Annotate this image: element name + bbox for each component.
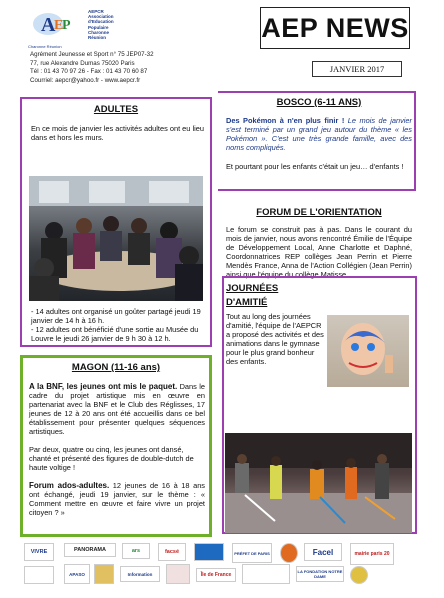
sponsors-strip bbox=[20, 540, 424, 592]
sponsor-logo: LA FONDATION NOTRE DAME bbox=[296, 566, 344, 582]
magon-text2: Par deux, quatre ou cinq, les jeunes ont dansé, chanté et présenté des figures de double-dutch de haute voltige ! bbox=[29, 445, 194, 472]
logo-caption: Charonne Réunion bbox=[28, 44, 62, 49]
journees-heading-2: D'AMITIÉ bbox=[226, 297, 268, 308]
svg-text:A: A bbox=[41, 14, 56, 36]
sponsor-logo-blank bbox=[24, 566, 54, 584]
logo-line: d'Education bbox=[88, 19, 114, 25]
adultes-photo bbox=[29, 176, 203, 301]
phone-text: Tél : 01 43 70 97 26 - Fax : 01 43 70 60 87 bbox=[30, 68, 148, 75]
gymnasium-photo bbox=[225, 433, 412, 533]
email-text: Courriel: aepcr@yahoo.fr - www.aepcr.fr bbox=[30, 76, 141, 84]
sponsor-logo: ars bbox=[122, 543, 150, 559]
sponsor-logo: Facel bbox=[304, 543, 342, 561]
sponsor-logo: facsé bbox=[158, 543, 186, 561]
sponsor-logo: Information bbox=[120, 566, 160, 582]
sponsor-logo: VIVRE bbox=[24, 543, 54, 561]
magon-body: Dans le cadre du projet artistique mis en œuvre en partenariat avec la BNF et le Club des Réglisses, 17 jeunes de 12 à 20 ans ont été accueillis dans ce bel établissement pour présenter quelques séquences artistiques. bbox=[29, 382, 205, 436]
magon-forum-body: 12 jeunes de 16 à 18 ans ont échangé, jeudi 19 janvier, sur le thème : « Comment mettre en œuvre et faire vivre un projet citoyen ? » bbox=[29, 481, 205, 517]
newsletter-title: AEP NEWS bbox=[260, 7, 410, 49]
adultes-intro: En ce mois de janvier les activités adultes ont eu lieu dans et hors les murs. bbox=[31, 124, 204, 142]
svg-text:P: P bbox=[62, 18, 71, 33]
contact-block bbox=[30, 51, 154, 85]
magon-forum-lead: Forum ados-adultes. bbox=[29, 481, 110, 490]
logo-line: Populaire bbox=[88, 24, 109, 30]
bosco-text2: Et pourtant pour les enfants c'était un jeu… d'enfants ! bbox=[226, 162, 404, 171]
gym-scene-icon bbox=[225, 433, 412, 533]
sponsor-logo-caf bbox=[194, 543, 224, 561]
aepcr-logo-icon bbox=[30, 9, 76, 45]
forum-heading: FORUM DE L'ORIENTATION bbox=[256, 207, 382, 218]
adultes-heading: ADULTES bbox=[93, 104, 139, 115]
sponsor-logo-block bbox=[166, 564, 190, 584]
sponsor-logo: mairie paris 20 bbox=[350, 543, 394, 565]
magon-lead: A la BNF, les jeunes ont mis le paquet. bbox=[29, 382, 178, 391]
sponsor-logo-circle bbox=[350, 566, 368, 584]
child-face-icon bbox=[327, 315, 409, 387]
journees-text: Tout au long des journées d'amitié, l'équipe de l'AEPCR a proposé des activités et des animations dans le gymnase pour le plus grand bonheur des enfants. bbox=[226, 312, 324, 366]
bosco-heading: BOSCO (6-11 ANS) bbox=[276, 97, 362, 108]
adultes-item-louvre: - 12 adultes ont bénéficié d'une sortie au Musée du Louvre le jeudi 26 janvier de 9 h 30 à 12 h. bbox=[31, 325, 199, 343]
sponsor-logo: PRÉFET DE PARIS bbox=[232, 543, 272, 563]
logo-line: Charonne bbox=[88, 29, 110, 35]
sponsor-logo-block bbox=[94, 564, 114, 584]
logo-org-text bbox=[88, 9, 114, 40]
logo-line: Réunion bbox=[88, 35, 106, 41]
sponsor-logo-circle bbox=[280, 543, 298, 563]
svg-text:E: E bbox=[54, 18, 64, 33]
magon-heading: MAGON (11-16 ans) bbox=[71, 362, 161, 373]
bosco-text bbox=[226, 117, 412, 153]
bosco-lead: Des Pokémon à n'en plus finir ! bbox=[226, 116, 345, 125]
magon-text bbox=[29, 383, 205, 436]
face-paint-photo bbox=[327, 315, 409, 387]
sponsor-logo: Île de France bbox=[196, 568, 236, 582]
bosco-body: Le mois de janvier s'est terminé par un grand jeu autour du thème « les Pokémon ». C'est une très grande famille, avec des noms compliqués. bbox=[226, 116, 413, 152]
sponsor-logo-blank bbox=[242, 564, 290, 584]
forum-text: Le forum se construit pas à pas. Dans le courant du mois de janvier, nous avons rencontré Émilie de l'Équipe de Développement Local, Anne Charlotte et Daphné, Coordonnatrices REP collèges Jean Perrin et Pierre Mendès France, Anna de l'Action Collégien (Jean Perrin) ainsi que l'équipe du collège Matisse. bbox=[226, 225, 412, 279]
sponsor-logo: PANORAMA bbox=[64, 543, 116, 557]
magon-forum bbox=[29, 482, 205, 518]
adultes-item-goûter: - 14 adultes ont organisé un goûter partagé jeudi 19 janvier de 14 h à 16 h. bbox=[31, 307, 201, 325]
issue-date: JANVIER 2017 bbox=[312, 61, 402, 77]
group-photo-icon bbox=[29, 176, 203, 301]
logo-line: AEPCR bbox=[88, 9, 104, 14]
aepcr-logo bbox=[30, 9, 76, 45]
agrement-text: Agrément Jeunesse et Sport n° 75 JEP07-32 bbox=[30, 51, 154, 58]
journees-heading-1: JOURNÉES bbox=[226, 283, 279, 294]
logo-line: Association bbox=[88, 14, 114, 20]
sponsor-logo: APASO bbox=[64, 564, 90, 584]
address-text: 77, rue Alexandre Dumas 75020 Paris bbox=[30, 59, 135, 67]
